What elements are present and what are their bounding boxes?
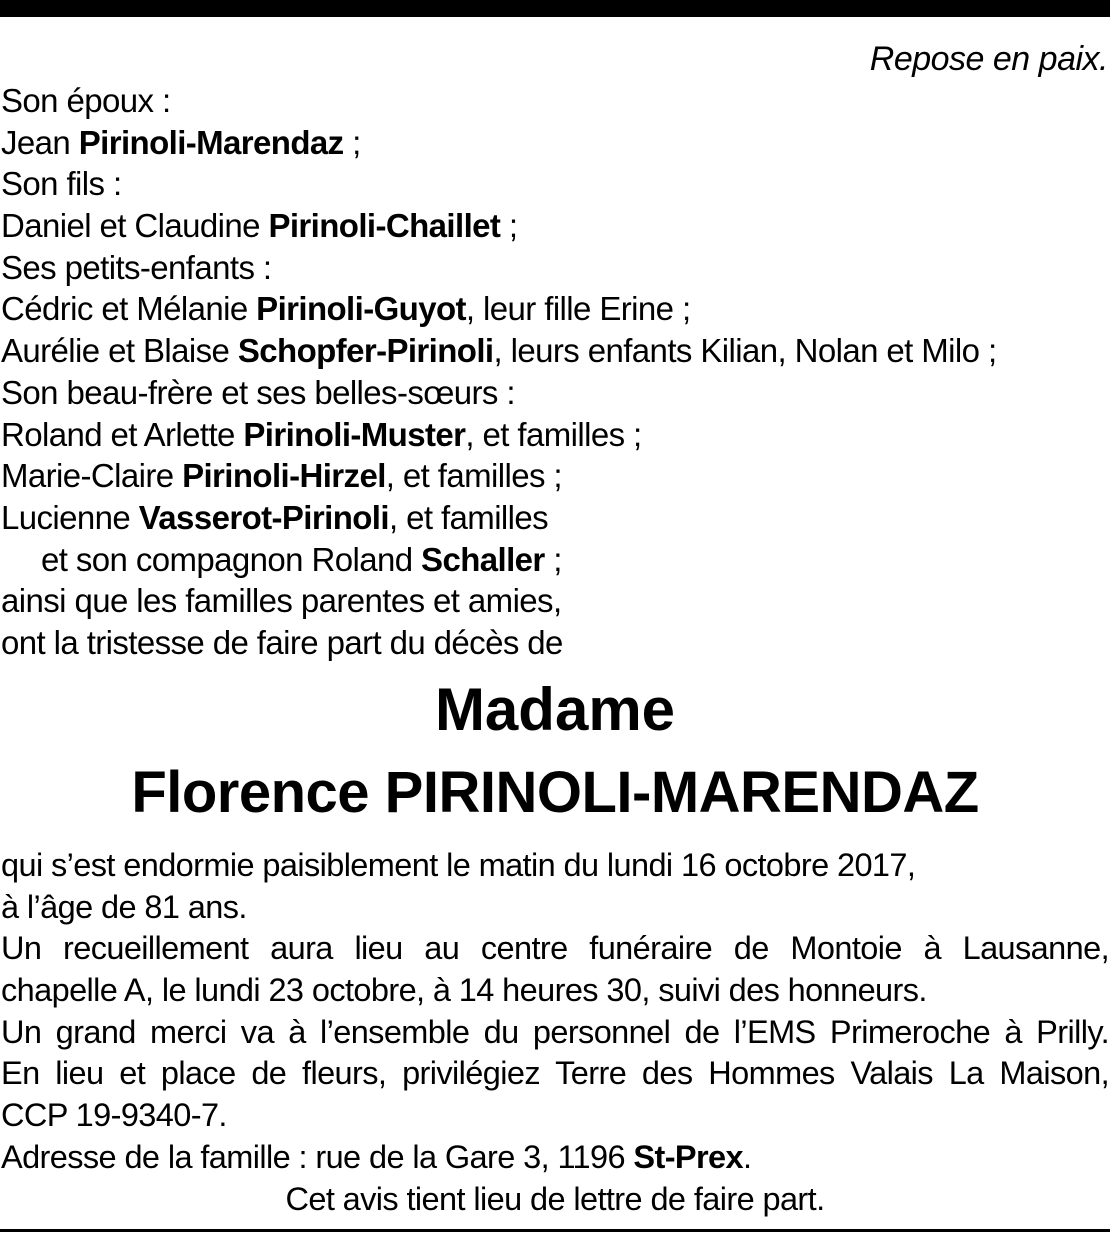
- family-line-9-surname: Pirinoli-Muster: [243, 415, 466, 453]
- detail-line-1: qui s’est endormie paisiblement le matin du lundi 16 octobre 2017,: [1, 847, 916, 883]
- family-line-2-suffix: ;: [343, 123, 361, 161]
- deceased-name: Florence PIRINOLI-MARENDAZ: [131, 760, 979, 825]
- closing-note: Cet avis tient lieu de lettre de faire part.: [285, 1180, 825, 1217]
- family-line-6-text: Cédric et Mélanie: [1, 290, 257, 328]
- family-address-suffix: .: [743, 1138, 752, 1175]
- top-rule: [0, 0, 1110, 17]
- announcement-details: [1, 845, 1109, 1220]
- family-line-13: ainsi que les familles parentes et amies,: [1, 582, 562, 620]
- deceased-name-block: [0, 670, 1110, 833]
- family-address-town: St-Prex: [633, 1138, 744, 1175]
- bottom-rule: [0, 1229, 1110, 1232]
- family-line-6-surname: Pirinoli-Guyot: [256, 290, 466, 328]
- detail-line-5: Un grand merci va à l’ensemble du personnel de l’EMS Primeroche à Prilly.: [1, 1013, 1109, 1050]
- family-line-10-text: Marie-Claire: [1, 457, 183, 495]
- family-line-7: [1, 330, 1109, 372]
- family-line-10-suffix: , et familles ;: [385, 457, 563, 495]
- family-line-11-text: Lucienne: [1, 498, 139, 536]
- family-line-7-suffix: , leurs enfants Kilian, Nolan et Milo ;: [493, 332, 997, 370]
- detail-line-3: Un recueillement aura lieu au centre funéraire de Montoie à Lausanne,: [1, 930, 1109, 967]
- family-line-10-surname: Pirinoli-Hirzel: [182, 457, 386, 495]
- family-line-11-surname: Vasserot-Pirinoli: [138, 498, 389, 536]
- family-line-1: Son époux :: [1, 82, 171, 119]
- family-line-6: [1, 288, 1109, 330]
- detail-line-8: [1, 1137, 1109, 1179]
- deceased-title: Madame: [434, 676, 676, 743]
- detail-line-7: CCP 19-9340-7.: [1, 1097, 227, 1134]
- detail-line-2: à l’âge de 81 ans.: [1, 888, 247, 925]
- family-line-2: [1, 122, 1109, 164]
- family-line-9: [1, 414, 1109, 456]
- detail-line-4: chapelle A, le lundi 23 octobre, à 14 heures 30, suivi des honneurs.: [1, 972, 927, 1009]
- family-line-3: Son fils :: [1, 165, 122, 203]
- family-line-4-text: Daniel et Claudine: [1, 207, 269, 245]
- family-line-11-suffix: , et familles: [388, 498, 549, 536]
- family-line-5: Ses petits-enfants :: [1, 248, 272, 286]
- family-line-4: [1, 205, 1109, 247]
- family-line-12-surname: Schaller: [421, 540, 545, 578]
- family-line-6-suffix: , leur fille Erine ;: [465, 290, 691, 328]
- family-line-9-text: Roland et Arlette: [1, 415, 244, 453]
- family-line-2-text: Jean: [1, 123, 79, 161]
- family-line-7-text: Aurélie et Blaise: [1, 332, 238, 370]
- family-line-8: Son beau-frère et ses belles-sœurs :: [1, 373, 515, 411]
- family-line-4-surname: Pirinoli-Chaillet: [268, 207, 501, 245]
- family-line-9-suffix: , et familles ;: [465, 415, 642, 453]
- family-line-11: [1, 497, 1109, 539]
- family-line-12-text: et son compagnon Roland: [41, 540, 422, 578]
- family-address-text: Adresse de la famille : rue de la Gare 3, 1196: [1, 1138, 634, 1175]
- family-line-10: [1, 455, 1109, 497]
- family-line-12-suffix: ;: [544, 540, 562, 578]
- detail-line-6: En lieu et place de fleurs, privilégiez Terre des Hommes Valais La Maison,: [1, 1055, 1109, 1092]
- family-line-14: ont la tristesse de faire part du décès de: [1, 623, 563, 661]
- family-line-7-surname: Schopfer-Pirinoli: [237, 332, 494, 370]
- family-line-12: [1, 539, 1109, 581]
- motto: Repose en paix.: [869, 40, 1108, 78]
- family-list: [1, 80, 1109, 664]
- family-line-2-surname: Pirinoli-Marendaz: [78, 123, 344, 161]
- family-line-4-suffix: ;: [500, 207, 518, 245]
